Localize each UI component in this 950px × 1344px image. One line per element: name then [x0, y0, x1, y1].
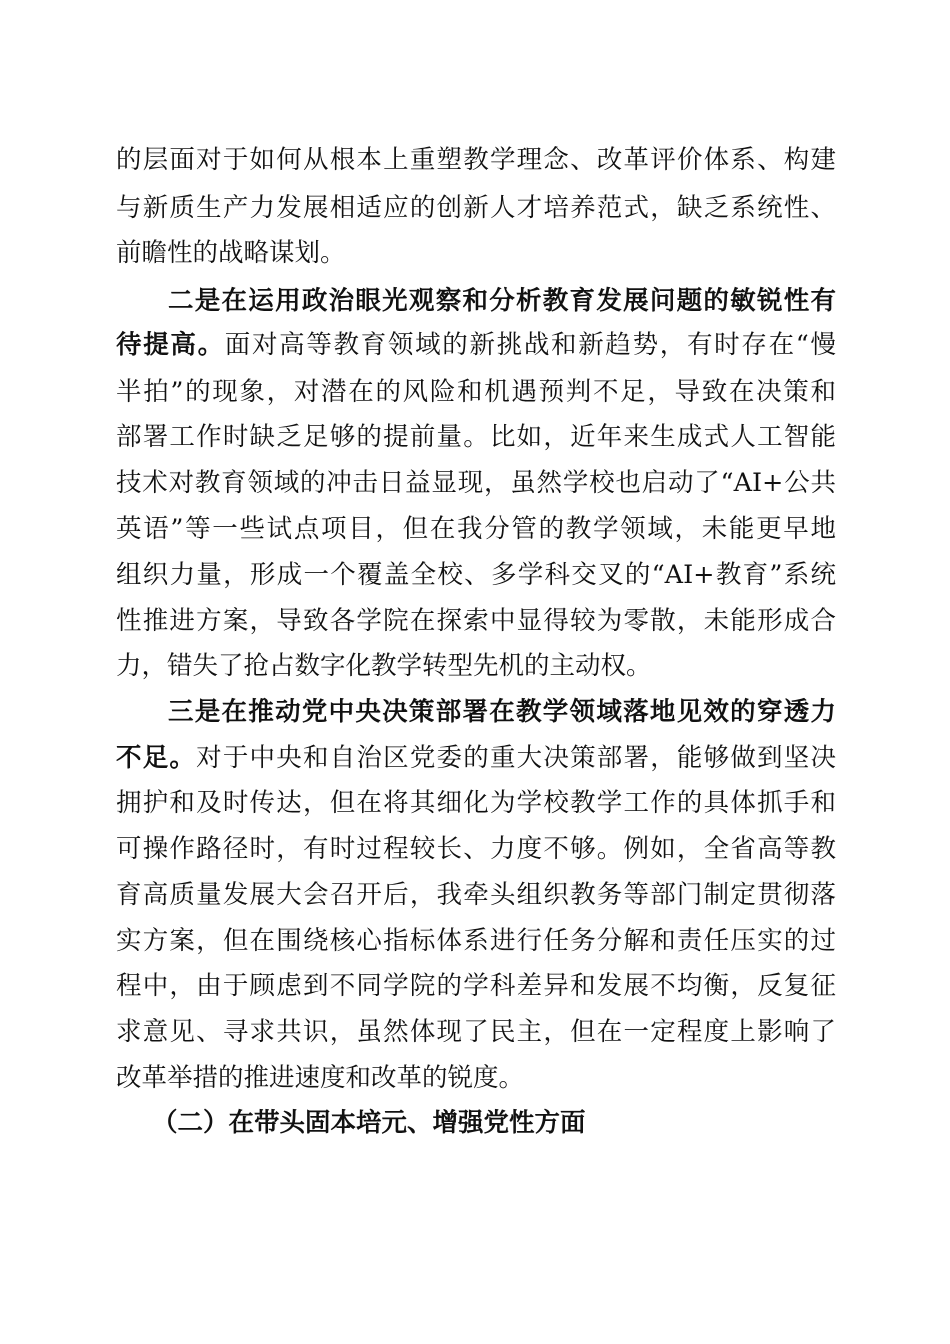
paragraph-3-line-2 [116, 738, 836, 778]
paragraph-2-line-5: 技术对教育领域的冲击日益显现，虽然学校也启动了“AI+公共 [116, 468, 836, 498]
paragraph-2-heading-end: 待提高。 [116, 330, 225, 360]
paragraph-3-line-5: 育高质量发展大会召开后，我牵头组织教务等部门制定贯彻落 [116, 880, 836, 910]
paragraph-2-line-9: 力，错失了抢占数字化教学转型先机的主动权。 [116, 651, 652, 681]
paragraph-1-line-1: 的层面对于如何从根本上重塑教学理念、改革评价体系、构建 [116, 145, 836, 175]
paragraph-2-line-3: 半拍”的现象，对潜在的风险和机遇预判不足，导致在决策和 [116, 377, 836, 407]
paragraph-3-line-8: 求意见、寻求共识，虽然体现了民主，但在一定程度上影响了 [116, 1017, 836, 1047]
paragraph-3-line-6: 实方案，但在围绕核心指标体系进行任务分解和责任压实的过 [116, 926, 836, 956]
paragraph-2-line-7: 组织力量，形成一个覆盖全校、多学科交叉的“AI+教育”系统 [116, 560, 836, 590]
paragraph-2-line-4: 部署工作时缺乏足够的提前量。比如，近年来生成式人工智能 [116, 422, 836, 452]
paragraph-3-line-9: 改革举措的推进速度和改革的锐度。 [116, 1063, 525, 1093]
paragraph-1-line-3: 前瞻性的战略谋划。 [116, 238, 346, 268]
paragraph-2-heading-line-1: 二是在运用政治眼光观察和分析教育发展问题的敏锐性有 [168, 286, 836, 316]
paragraph-2-line-8: 性推进方案，导致各学院在探索中显得较为零散，未能形成合 [116, 606, 836, 636]
paragraph-2-line-2-text: 面对高等教育领域的新挑战和新趋势，有时存在“慢 [224, 330, 836, 360]
paragraph-3-line-7: 程中，由于顾虑到不同学院的学科差异和发展不均衡，反复征 [116, 971, 836, 1001]
paragraph-3-line-2-text: 对于中央和自治区党委的重大决策部署，能够做到坚决 [196, 743, 836, 773]
section-heading: （二）在带头固本培元、增强党性方面 [152, 1108, 586, 1138]
paragraph-1-line-2: 与新质生产力发展相适应的创新人才培养范式，缺乏系统性、 [116, 193, 836, 223]
paragraph-3-heading-end: 不足。 [116, 743, 197, 773]
paragraph-2-line-6: 英语”等一些试点项目，但在我分管的教学领域，未能更早地 [116, 514, 836, 544]
paragraph-2-line-2 [116, 325, 836, 365]
paragraph-3-line-4: 可操作路径时，有时过程较长、力度不够。例如，全省高等教 [116, 834, 836, 864]
paragraph-3-heading-line-1: 三是在推动党中央决策部署在教学领域落地见效的穿透力 [168, 697, 836, 727]
paragraph-3-line-3: 拥护和及时传达，但在将其细化为学校教学工作的具体抓手和 [116, 788, 836, 818]
